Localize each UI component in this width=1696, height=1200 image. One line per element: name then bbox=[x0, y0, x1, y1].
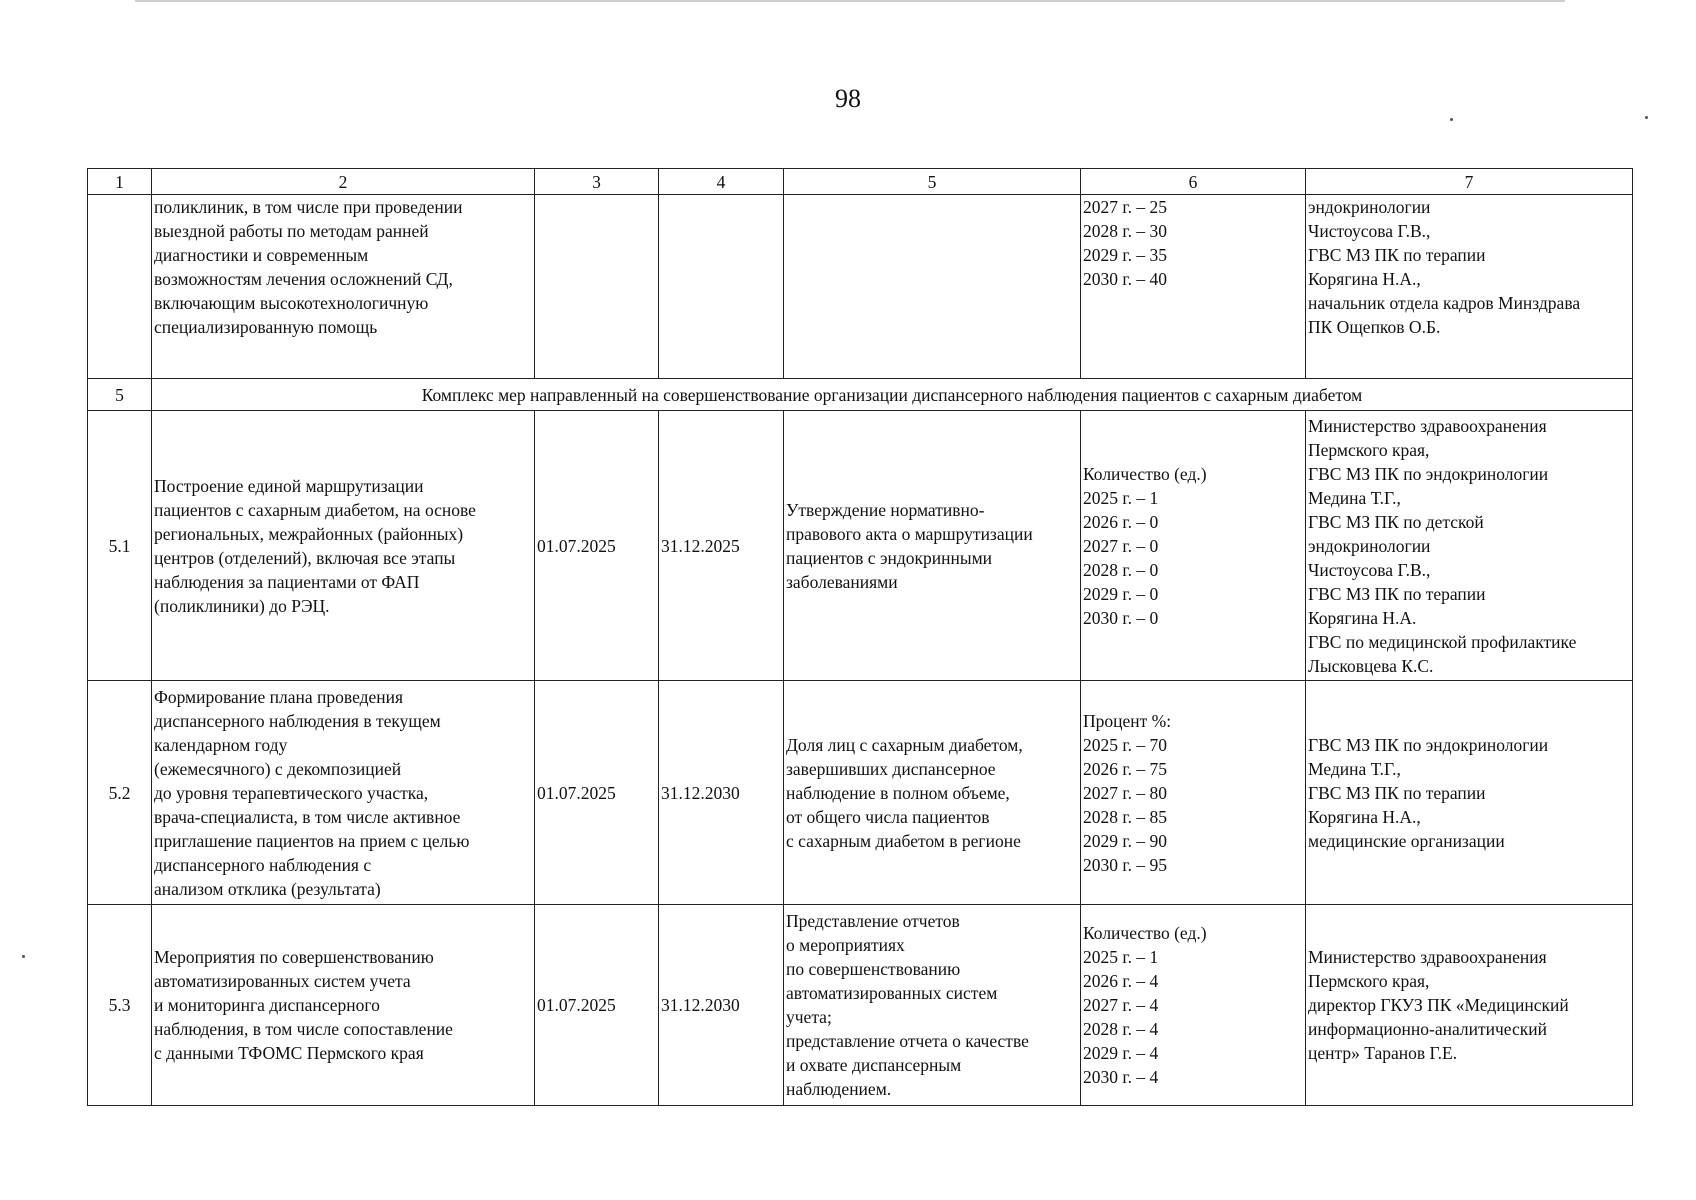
column-header: 1 bbox=[88, 169, 152, 195]
table-row bbox=[88, 905, 1633, 1106]
scan-speck bbox=[1450, 118, 1453, 121]
column-header: 6 bbox=[1081, 169, 1306, 195]
action-plan-table bbox=[87, 168, 1633, 1106]
result-cell bbox=[784, 195, 1081, 379]
continuation-row bbox=[88, 195, 1633, 379]
start-date-cell bbox=[535, 195, 659, 379]
measure-cell: поликлиник, в том числе при проведении выездной работы по методам ранней диагностики и современным возможностям лечения осложнений СД, включающим высокотехнологичную специализированную помощь bbox=[152, 195, 535, 379]
responsible-cell: эндокринологии Чистоусова Г.В., ГВС МЗ ПК по терапии Корягина Н.А., начальник отдела кадров Минздрава ПК Ощепков О.Б. bbox=[1306, 195, 1633, 379]
table-row bbox=[88, 681, 1633, 905]
result-cell: Доля лиц с сахарным диабетом, завершивших диспансерное наблюдение в полном объеме, от общего числа пациентов с сахарным диабетом в регионе bbox=[784, 681, 1081, 905]
top-scan-rule bbox=[135, 0, 1565, 2]
scan-speck bbox=[22, 955, 25, 958]
section-number: 5 bbox=[88, 379, 152, 411]
page-number: 98 bbox=[835, 84, 861, 113]
row-number bbox=[88, 195, 152, 379]
table-row bbox=[88, 411, 1633, 681]
column-header: 4 bbox=[659, 169, 784, 195]
end-date-cell: 31.12.2025 bbox=[659, 411, 784, 681]
responsible-cell: Министерство здравоохранения Пермского края, ГВС МЗ ПК по эндокринологии Медина Т.Г., ГВС МЗ ПК по детской эндокринологии Чистоусова Г.В., ГВС МЗ ПК по терапии Корягина Н.А. ГВС по медицинской профилактике Лысковцева К.С. bbox=[1306, 411, 1633, 681]
measure-cell: Построение единой маршрутизации пациентов с сахарным диабетом, на основе региональных, межрайонных (районных) центров (отделений), включая все этапы наблюдения за пациентами от ФАП (поликлиники) до РЭЦ. bbox=[152, 411, 535, 681]
result-cell: Представление отчетов о мероприятиях по совершенствованию автоматизированных систем учета; представление отчета о качестве и охвате диспансерным наблюдением. bbox=[784, 905, 1081, 1106]
column-number-header bbox=[88, 169, 1633, 195]
responsible-cell: Министерство здравоохранения Пермского края, директор ГКУЗ ПК «Медицинский информационно-аналитический центр» Таранов Г.Е. bbox=[1306, 905, 1633, 1106]
row-number: 5.1 bbox=[88, 411, 152, 681]
start-date-cell: 01.07.2025 bbox=[535, 411, 659, 681]
start-date-cell: 01.07.2025 bbox=[535, 681, 659, 905]
end-date-cell: 31.12.2030 bbox=[659, 681, 784, 905]
row-number: 5.2 bbox=[88, 681, 152, 905]
indicator-cell: 2027 г. – 25 2028 г. – 30 2029 г. – 35 2030 г. – 40 bbox=[1081, 195, 1306, 379]
indicator-cell: Количество (ед.) 2025 г. – 1 2026 г. – 4 2027 г. – 4 2028 г. – 4 2029 г. – 4 2030 г. – 4 bbox=[1081, 905, 1306, 1106]
section-title: Комплекс мер направленный на совершенствование организации диспансерного наблюдения пациентов с сахарным диабетом bbox=[152, 379, 1633, 411]
column-header: 7 bbox=[1306, 169, 1633, 195]
row-number: 5.3 bbox=[88, 905, 152, 1106]
column-header: 5 bbox=[784, 169, 1081, 195]
scan-speck bbox=[1645, 116, 1648, 119]
responsible-cell: ГВС МЗ ПК по эндокринологии Медина Т.Г., ГВС МЗ ПК по терапии Корягина Н.А., медицинские организации bbox=[1306, 681, 1633, 905]
indicator-cell: Процент %: 2025 г. – 70 2026 г. – 75 2027 г. – 80 2028 г. – 85 2029 г. – 90 2030 г. – 95 bbox=[1081, 681, 1306, 905]
column-header: 3 bbox=[535, 169, 659, 195]
measure-cell: Формирование плана проведения диспансерного наблюдения в текущем календарном году (ежемесячного) с декомпозицией до уровня терапевтического участка, врача-специалиста, в том числе активное приглашение пациентов на прием с целью диспансерного наблюдения с анализом отклика (результата) bbox=[152, 681, 535, 905]
end-date-cell: 31.12.2030 bbox=[659, 905, 784, 1106]
indicator-cell: Количество (ед.) 2025 г. – 1 2026 г. – 0 2027 г. – 0 2028 г. – 0 2029 г. – 0 2030 г. – 0 bbox=[1081, 411, 1306, 681]
section-row bbox=[88, 379, 1633, 411]
start-date-cell: 01.07.2025 bbox=[535, 905, 659, 1106]
end-date-cell bbox=[659, 195, 784, 379]
column-header: 2 bbox=[152, 169, 535, 195]
measure-cell: Мероприятия по совершенствованию автоматизированных систем учета и мониторинга диспансерного наблюдения, в том числе сопоставление с данными ТФОМС Пермского края bbox=[152, 905, 535, 1106]
result-cell: Утверждение нормативно- правового акта о маршрутизации пациентов с эндокринными заболеваниями bbox=[784, 411, 1081, 681]
